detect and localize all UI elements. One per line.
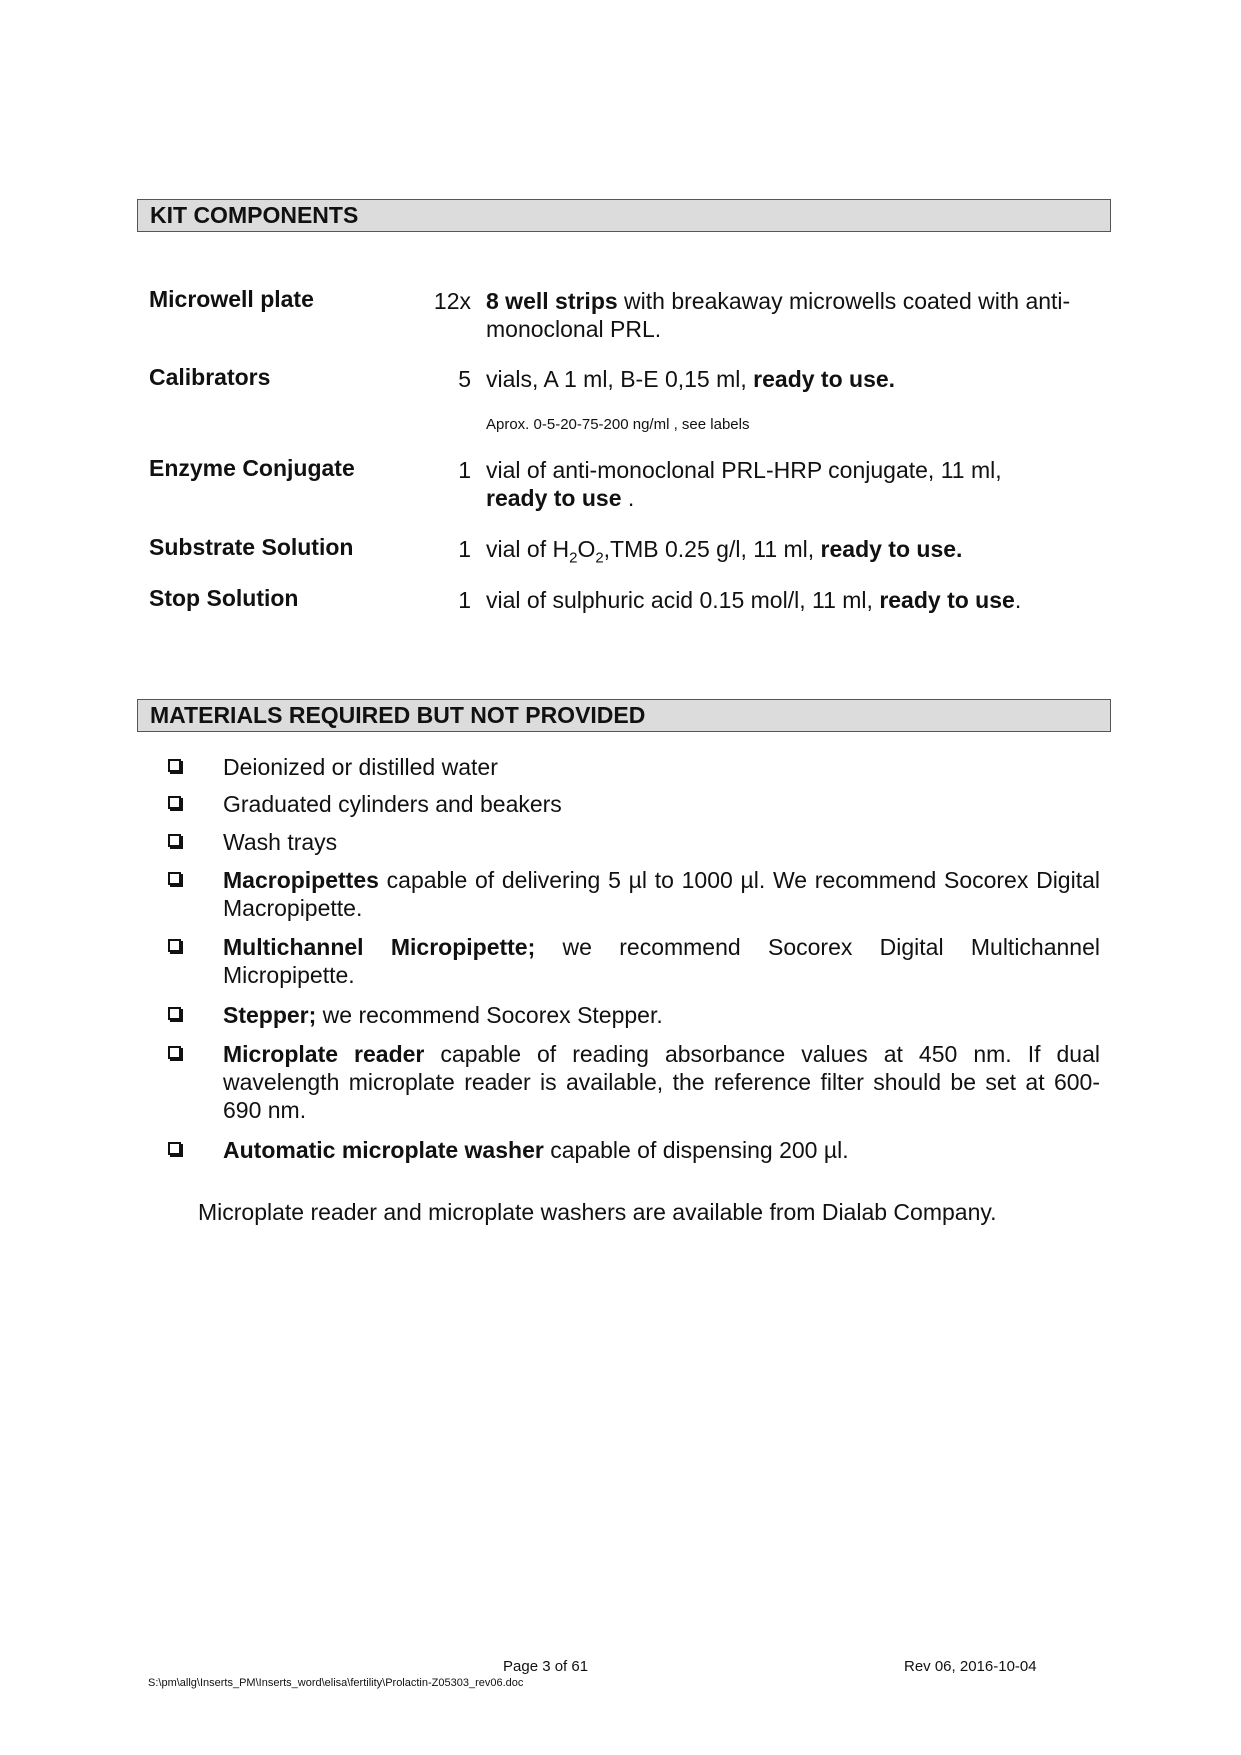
materials-note: Microplate reader and microplate washers are available from Dialab Company. — [198, 1199, 997, 1225]
kit-item-qty: 12x — [433, 288, 471, 314]
kit-item-desc: vial of $H_2O_2,TMB$ 0.25 g/l, 11 ml, ready to use. — [486, 536, 963, 567]
list-item-text: Wash trays — [223, 829, 338, 855]
kit-item-desc: vial of anti-monoclonal PRL-HRP conjugate, 11 ml, ready to use . — [486, 457, 1002, 511]
kit-item-desc: 8 well strips with breakaway microwells coated with anti-monoclonal PRL. — [486, 288, 1071, 342]
checkbox-icon — [168, 834, 181, 847]
kit-item-name: Substrate Solution — [149, 534, 354, 560]
checkbox-icon — [168, 796, 181, 809]
list-item-text: Macropipettes capable of delivering 5 µl to 1000 µl. We recommend Socorex Digital Macropipette. — [223, 867, 1100, 921]
kit-item-qty: 1 — [458, 457, 471, 483]
page-number: Page 3 of 61 — [503, 1658, 589, 1675]
calibrator-note: Aprox. 0-5-20-75-200 ng/ml , see labels — [486, 416, 750, 433]
checkbox-icon — [168, 1142, 181, 1155]
checkbox-icon — [168, 1046, 181, 1059]
kit-item-name: Calibrators — [149, 364, 271, 390]
list-item-text: Stepper; we recommend Socorex Stepper. — [223, 1002, 663, 1028]
kit-item-desc: vials, A 1 ml, B-E 0,15 ml, ready to use. — [486, 366, 896, 392]
materials-header: MATERIALS REQUIRED BUT NOT PROVIDED — [137, 699, 1111, 732]
kit-item-qty: 1 — [458, 587, 471, 613]
checkbox-icon — [168, 759, 181, 772]
kit-item-desc: vial of sulphuric acid 0.15 mol/l, 11 ml, ready to use. — [486, 587, 1022, 613]
kit-item-qty: 5 — [458, 366, 471, 392]
revision: Rev 06, 2016-10-04 — [904, 1658, 1037, 1675]
list-item-text: Graduated cylinders and beakers — [223, 791, 562, 817]
list-item-text: Automatic microplate washer capable of dispensing 200 µl. — [223, 1137, 849, 1163]
list-item-text: Deionized or distilled water — [223, 754, 498, 780]
kit-item-name: Stop Solution — [149, 585, 299, 611]
checkbox-icon — [168, 1007, 181, 1020]
kit-item-qty: 1 — [458, 536, 471, 562]
list-item-text: Microplate reader capable of reading absorbance values at 450 nm. If dual wavelength microplate reader is available, the reference filter should be set at 600-690 nm. — [223, 1041, 1100, 1123]
checkbox-icon — [168, 939, 181, 952]
kit-item-name: Enzyme Conjugate — [149, 455, 355, 481]
file-path: S:\pm\allg\Inserts_PM\Inserts_word\elisa\fertility\Prolactin-Z05303_rev06.doc — [148, 1677, 524, 1689]
list-item-text: Multichannel Micropipette; we recommend Socorex Digital Multichannel Micropipette. — [223, 934, 1100, 988]
kit-components-header: KIT COMPONENTS — [137, 199, 1111, 232]
checkbox-icon — [168, 872, 181, 885]
kit-item-name: Microwell plate — [149, 286, 314, 312]
